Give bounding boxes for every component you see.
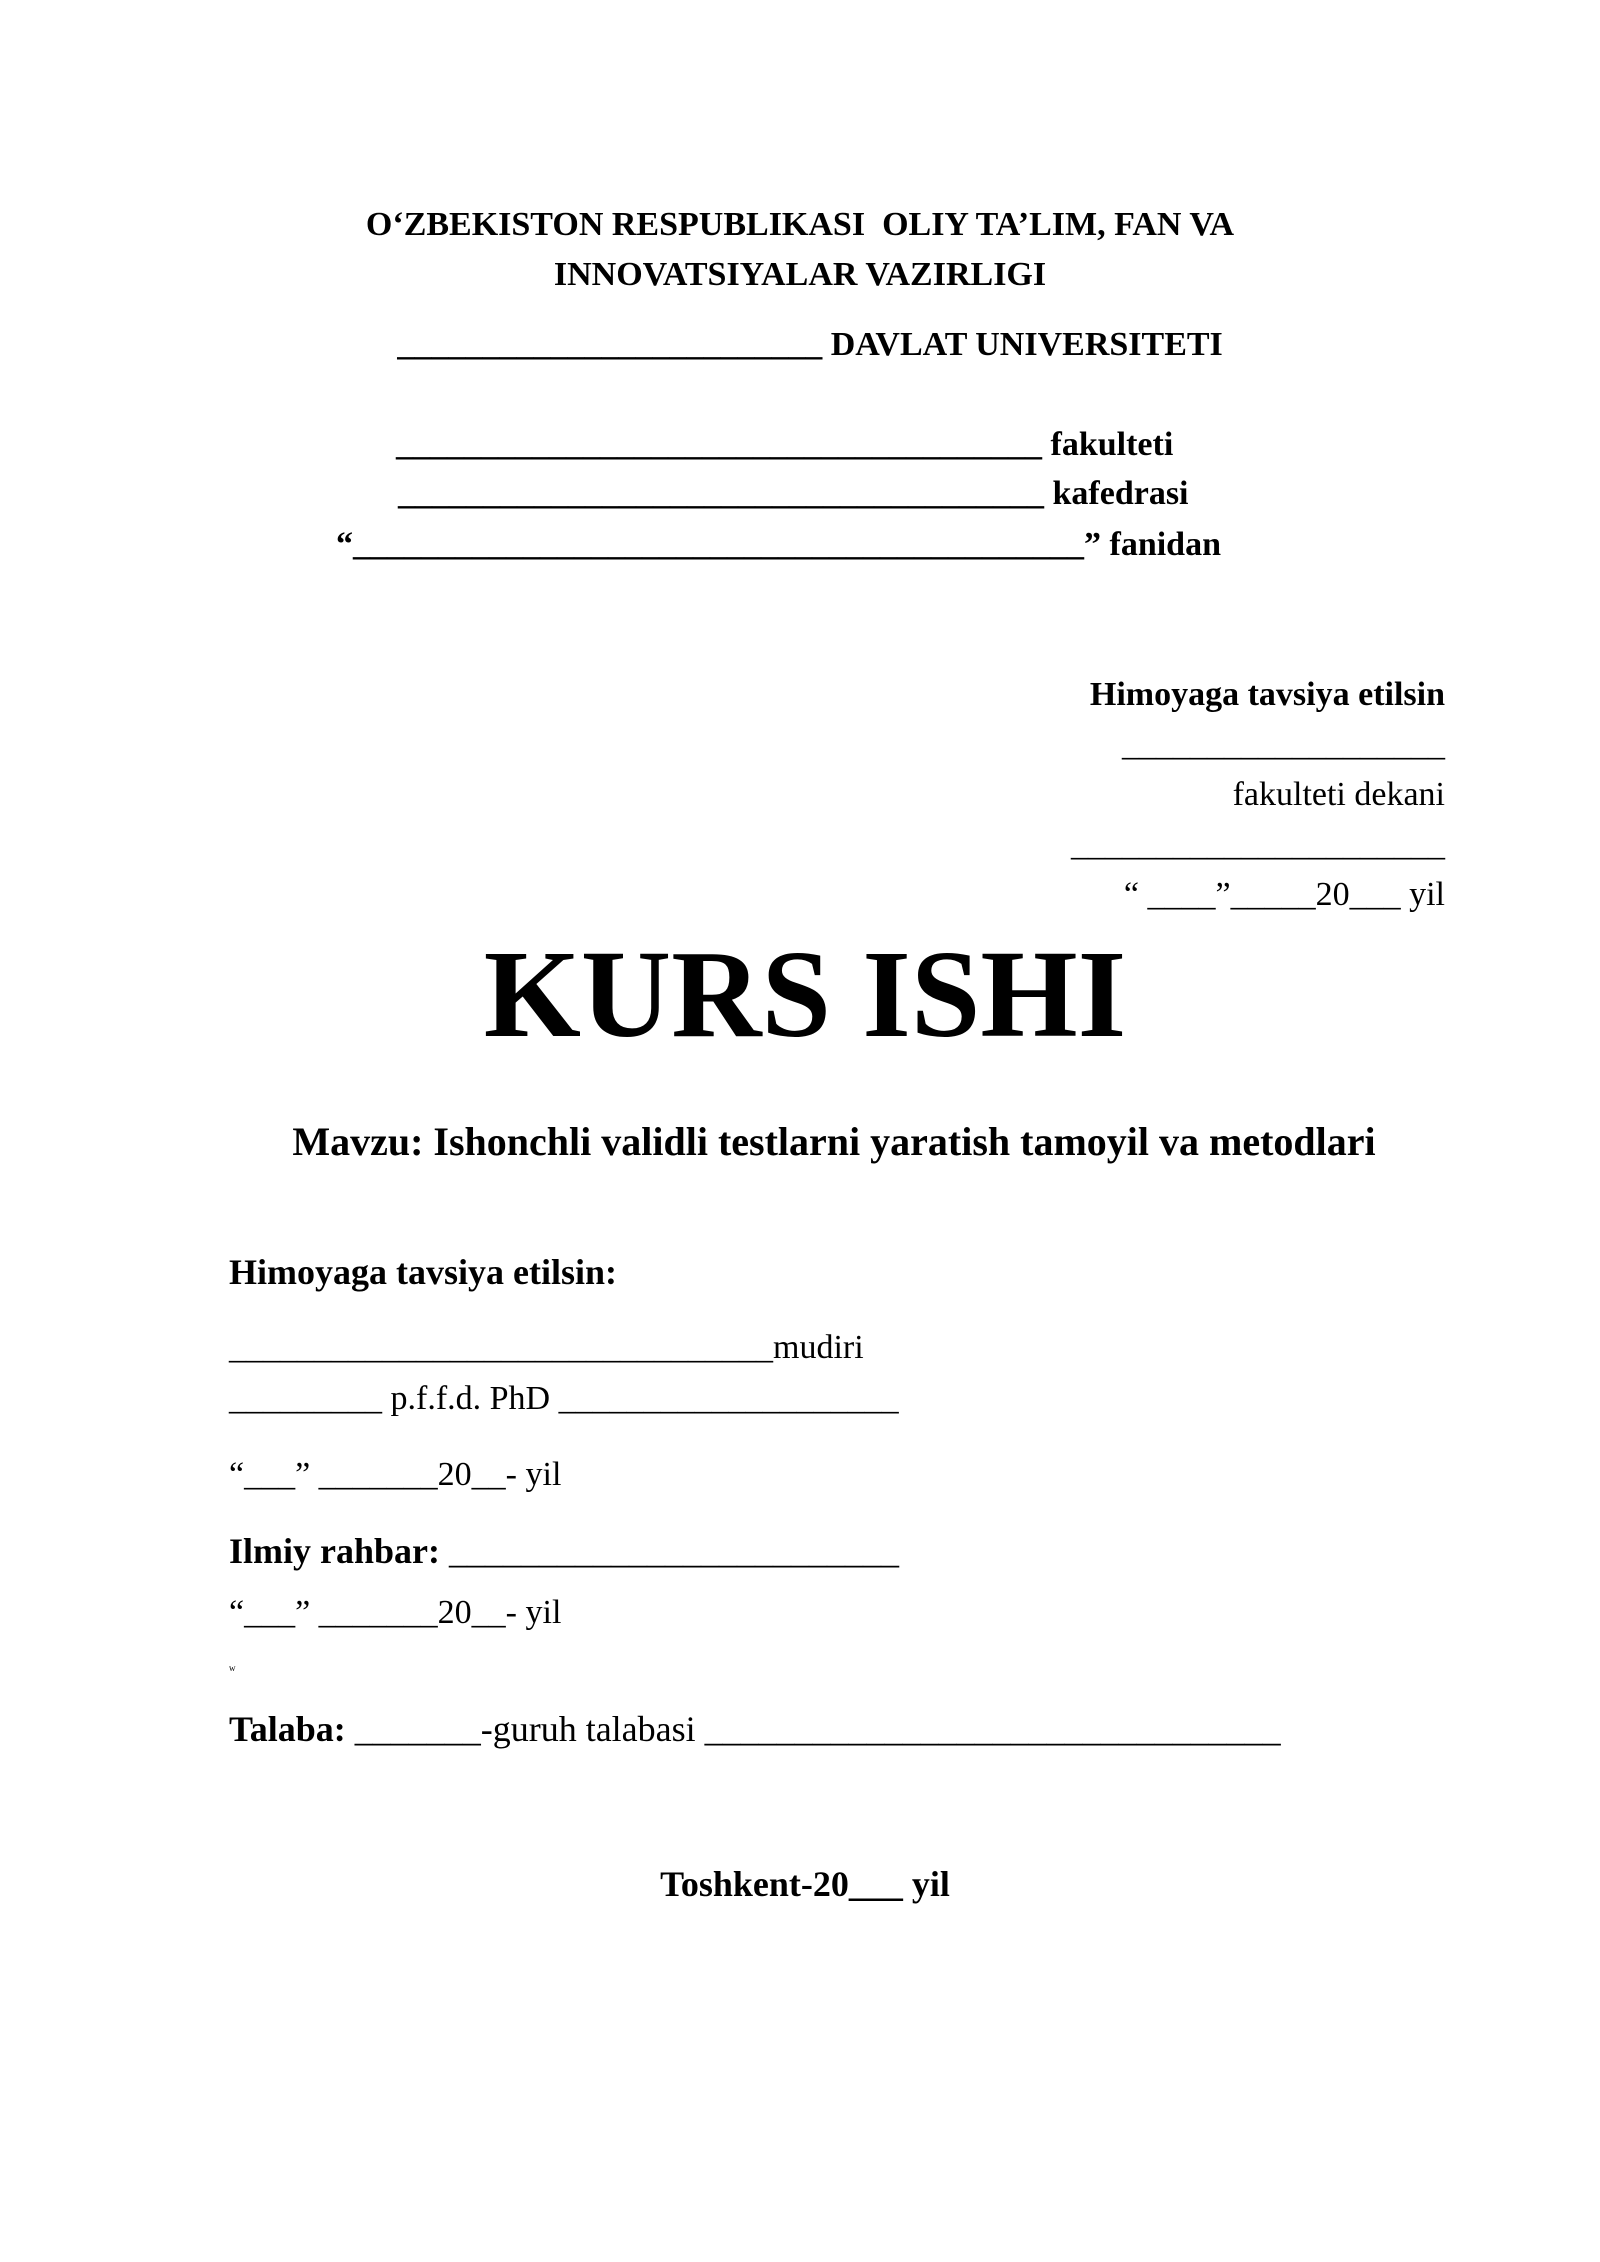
student-label: Talaba: <box>229 1709 346 1749</box>
degree-line: _________ p.f.f.d. PhD ____________________ <box>229 1380 899 1417</box>
supervisor-date: “___” _______20__- yil <box>229 1594 562 1631</box>
subject-line: “___________________________________________” fanidan <box>336 526 1221 563</box>
department-approval-heading: Himoyaga tavsiya etilsin: <box>229 1252 617 1292</box>
stray-mark: w <box>229 1663 236 1673</box>
supervisor-blank: _________________________ <box>440 1531 899 1571</box>
department-line: ______________________________________ kafedrasi <box>398 475 1189 512</box>
faculty-line: ______________________________________ fakulteti <box>396 426 1174 463</box>
dean-approval-heading: Himoyaga tavsiya etilsin <box>1089 676 1445 713</box>
department-date: “___” _______20__- yil <box>229 1456 562 1493</box>
dean-blank-line: ___________________ <box>1122 726 1445 763</box>
university-line: _________________________ DAVLAT UNIVERSITETI <box>397 326 1223 363</box>
ministry-line-2: INNOVATSIYALAR VAZIRLIGI <box>553 256 1047 293</box>
student-rest: _______-guruh talabasi ________________________________ <box>345 1709 1281 1749</box>
supervisor-line <box>229 1533 899 1569</box>
ministry-line-1: O‘ZBEKISTON RESPUBLIKASI OLIY TA’LIM, FAN VA <box>365 206 1235 243</box>
student-line <box>229 1711 1281 1747</box>
department-head-line: ________________________________mudiri <box>229 1329 864 1366</box>
topic-line: Mavzu: Ishonchli validli testlarni yaratish tamoyil va metodlari <box>292 1119 1376 1164</box>
city-year: Toshkent-20___ yil <box>660 1864 950 1904</box>
dean-role: fakulteti dekani <box>1232 776 1445 813</box>
document-title: KURS ISHI <box>483 926 1127 1064</box>
dean-date: “ ____”_____20___ yil <box>1123 876 1445 913</box>
dean-signature-line: ______________________ <box>1071 826 1445 863</box>
supervisor-label: Ilmiy rahbar: <box>229 1531 440 1571</box>
